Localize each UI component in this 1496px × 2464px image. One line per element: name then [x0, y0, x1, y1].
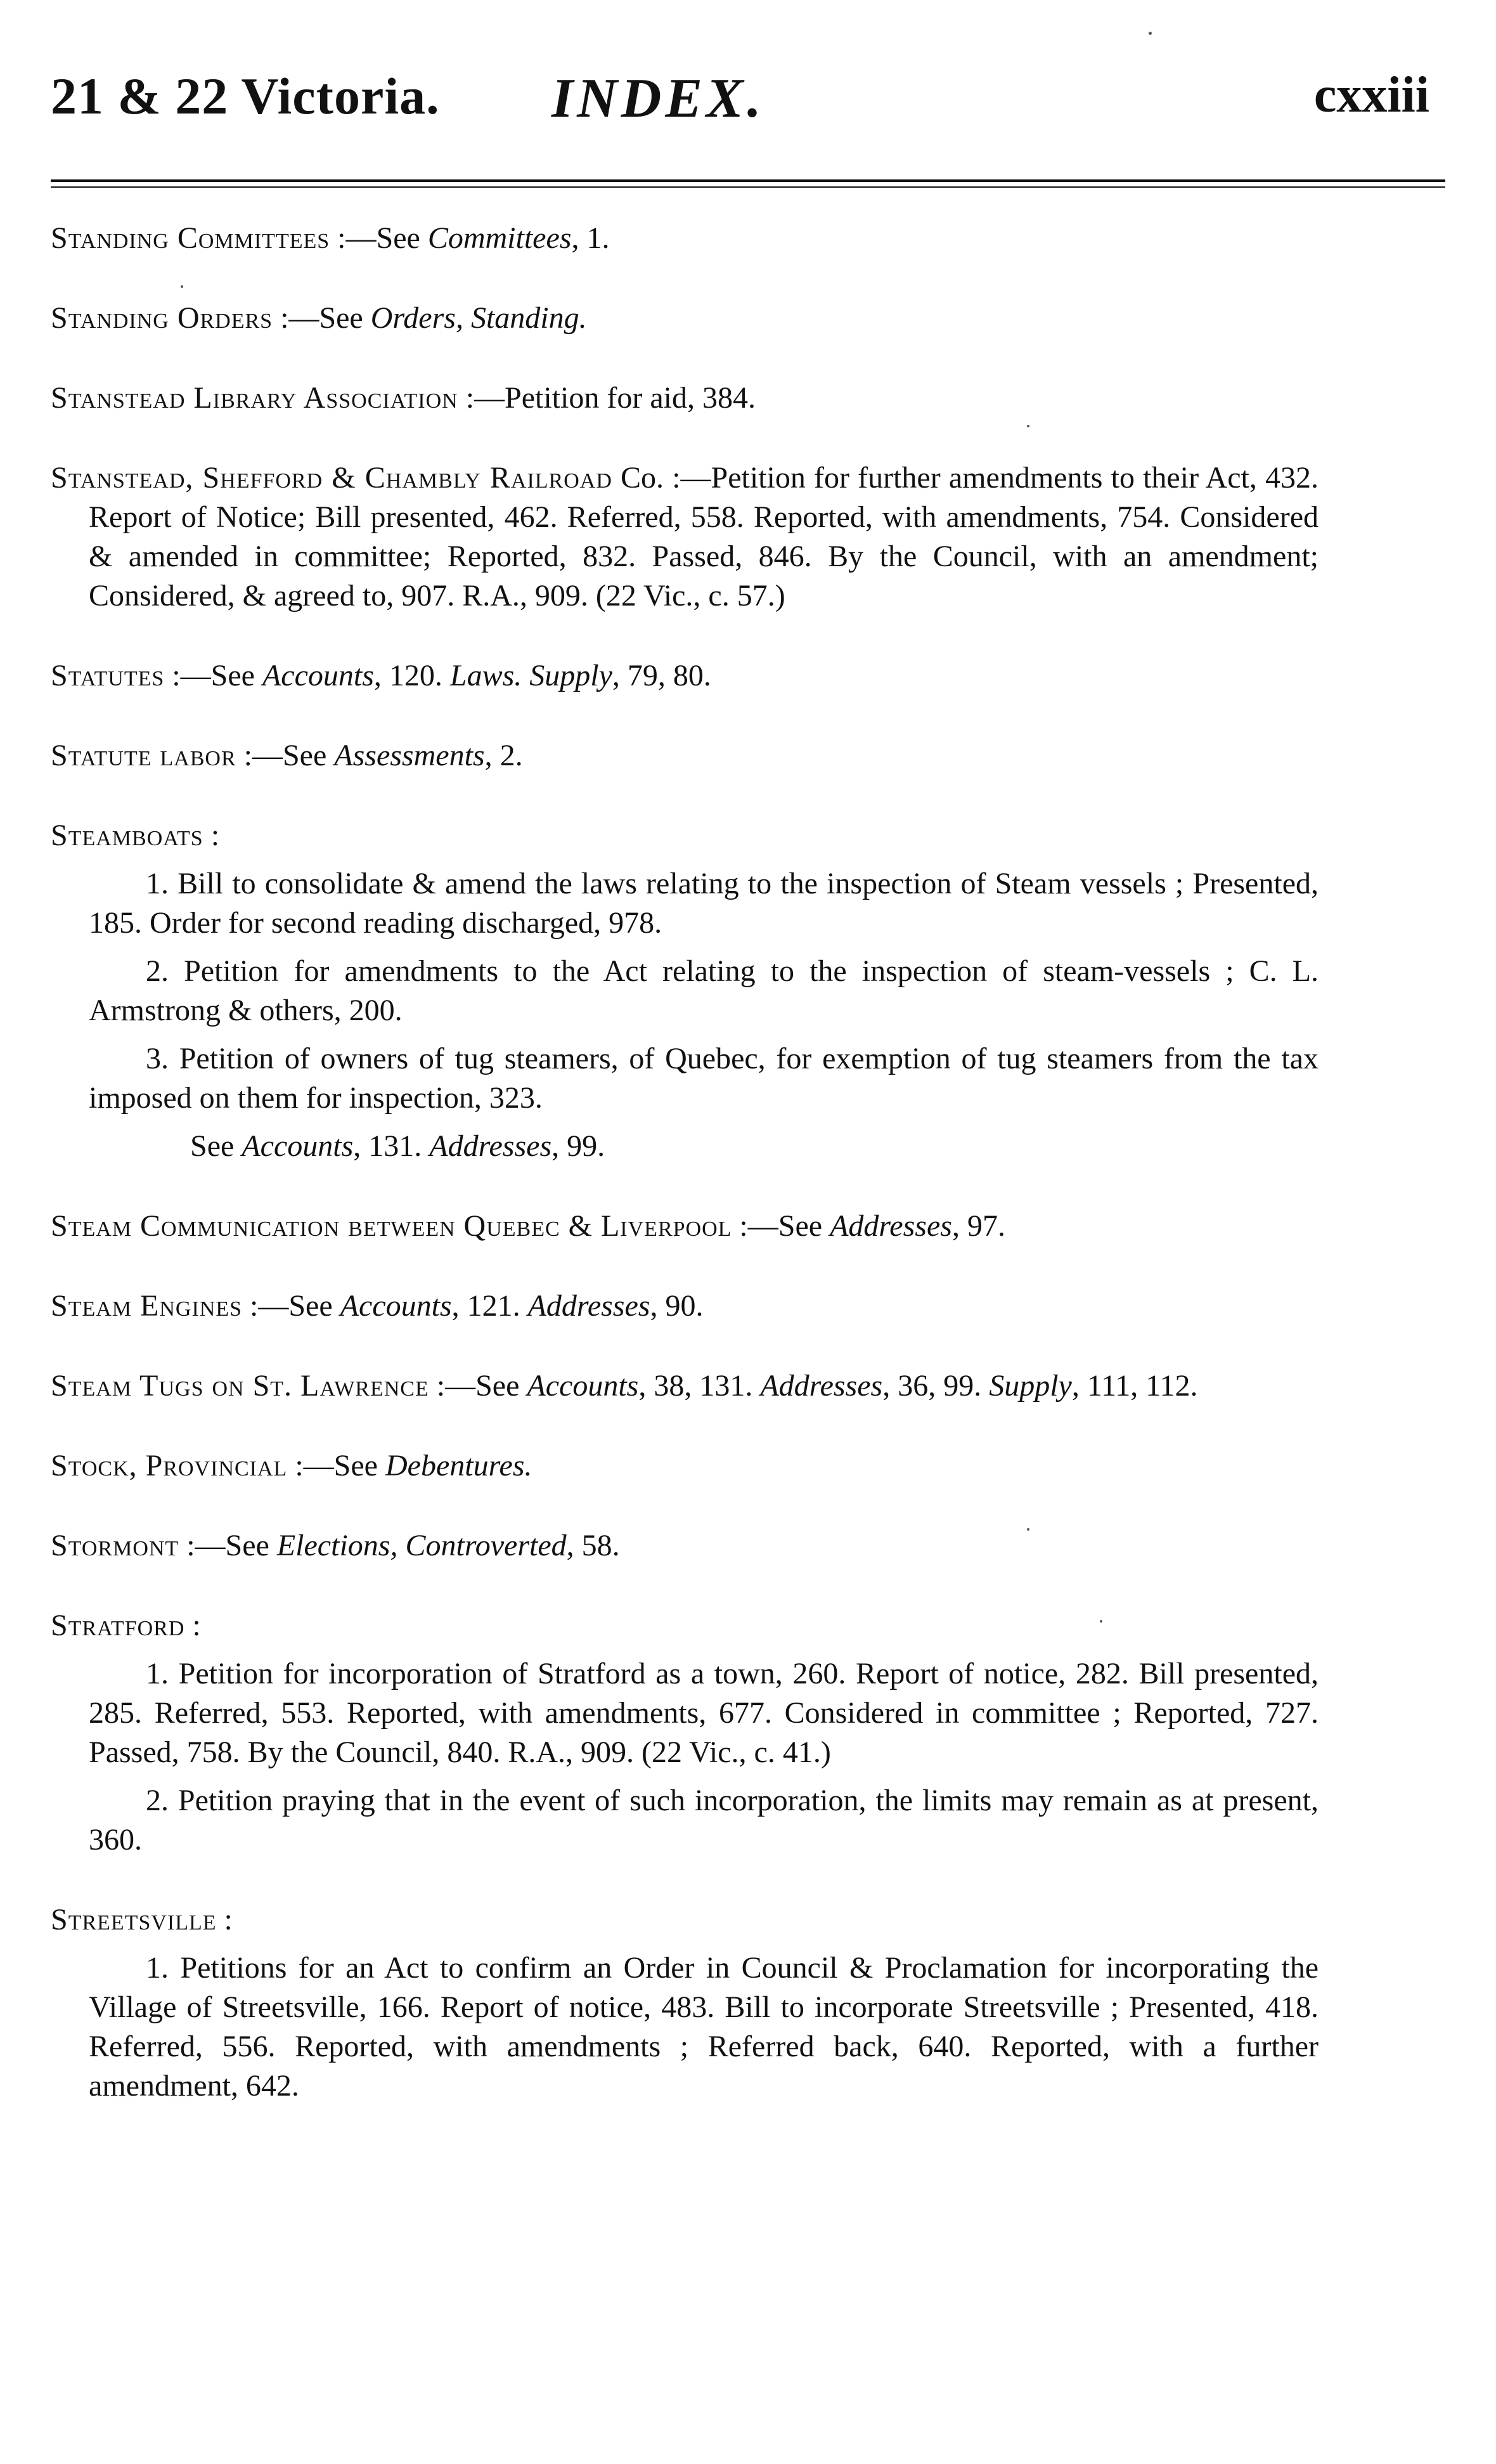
- cross-reference: Accounts: [340, 1289, 452, 1323]
- entry-heading: Streetsville: [51, 1903, 217, 1936]
- entry-text: , 97.: [951, 1209, 1005, 1243]
- sub-entry: 2. Petition for amendments to the Act relating to the inspection of steam-vessels ; C. L. Armstrong & others, 200.: [89, 954, 1319, 1027]
- entry-text: :—See: [273, 301, 371, 335]
- entry-heading: Standing Committees: [51, 221, 330, 255]
- header-rule-thin: [51, 186, 1445, 188]
- sub-entry: 1. Petition for incorporation of Stratford as a town, 260. Report of notice, 282. Bill presented, 285. Referred, 553. Reported, with amendments, 677. Considered in committee ; Reported, 727. Passed, 758. By the Council, 840. R.A., 909. (22 Vic., c. 41.): [89, 1657, 1319, 1769]
- cross-reference: Debentures.: [385, 1449, 532, 1482]
- entry-text: , 58.: [566, 1529, 620, 1562]
- sub-entry: 2. Petition praying that in the event of such incorporation, the limits may remain as at present, 360.: [89, 1784, 1319, 1857]
- index-entry: [51, 1606, 1319, 1860]
- index-entry: [51, 379, 1319, 418]
- index-entry: [51, 1900, 1319, 2106]
- paper-speck: [1027, 425, 1029, 427]
- entry-heading: Stock, Provincial: [51, 1449, 288, 1482]
- cross-reference: Accounts: [262, 659, 374, 692]
- entry-text: , 120.: [373, 659, 450, 692]
- header-rule-thick: [51, 179, 1445, 182]
- cross-reference: Committees: [427, 221, 572, 255]
- entry-text: , 121.: [451, 1289, 528, 1323]
- entry-text: :: [203, 819, 220, 852]
- index-entry: [51, 1207, 1319, 1246]
- index-entry: [51, 299, 1319, 338]
- entry-text: :—See: [164, 659, 262, 692]
- page-header: [51, 67, 1429, 143]
- cross-reference: Assessments: [334, 739, 485, 772]
- index-entry: [51, 1446, 1319, 1486]
- entry-text: :—See: [242, 1289, 340, 1323]
- entry-heading: Steam Communication between Quebec & Liverpool: [51, 1209, 732, 1243]
- index-entry: [51, 736, 1319, 775]
- sub-entry: 1. Bill to consolidate & amend the laws relating to the inspection of Steam vessels ; Presented, 185. Order for second reading discharged, 978.: [89, 867, 1319, 940]
- entry-text: Co. :—Petition for further amendments to their Act, 432. Report of Notice; Bill presented, 462. Referred, 558. Reported, with amendments, 754. Considered & amended in committee; Reported, 832. Passed, 846. By the Council, with an amendment; Considered, & agreed to, 907. R.A., 909. (22 Vic., c. 57.): [89, 461, 1319, 613]
- cross-reference: Supply: [529, 659, 612, 692]
- sub-entry: 1. Petitions for an Act to confirm an Order in Council & Proclamation for incorporating the Village of Streetsville, 166. Report of notice, 483. Bill to incorporate Streetsville ; Presented, 418. Referred, 556. Reported, with amendments ; Referred back, 640. Reported, with a further amendment, 642.: [89, 1951, 1319, 2103]
- entry-text: , 131.: [353, 1129, 430, 1163]
- entry-heading: Standing Orders: [51, 301, 273, 335]
- cross-reference: Addresses: [429, 1129, 552, 1163]
- cross-reference: Addresses: [760, 1369, 883, 1403]
- cross-reference: Orders, Standing.: [370, 301, 587, 335]
- index-entry: [51, 656, 1319, 696]
- entry-text: , 99.: [551, 1129, 605, 1163]
- entry-heading: Steam Engines: [51, 1289, 242, 1323]
- entry-text: , 2.: [484, 739, 523, 772]
- entry-text: , 1.: [571, 221, 610, 255]
- entry-text: [522, 659, 529, 692]
- entry-heading: Steam Tugs on St. Lawrence: [51, 1369, 429, 1403]
- entry-heading: Steamboats: [51, 819, 203, 852]
- paper-speck: [181, 285, 183, 288]
- entry-text: , 38, 131.: [638, 1369, 761, 1403]
- paper-speck: [1027, 1528, 1029, 1531]
- entry-heading: Stratford: [51, 1609, 185, 1642]
- cross-reference: Accounts: [242, 1129, 354, 1163]
- sub-entry: 3. Petition of owners of tug steamers, of Quebec, for exemption of tug steamers from the tax imposed on them for inspection, 323.: [89, 1042, 1319, 1115]
- cross-reference: Supply: [989, 1369, 1072, 1403]
- index-entry: [51, 1287, 1319, 1326]
- entry-text: , 79, 80.: [612, 659, 711, 692]
- index-entry: [51, 219, 1319, 258]
- see-also-line: [51, 1127, 1319, 1166]
- entry-text: , 111, 112.: [1071, 1369, 1198, 1403]
- index-entry: [51, 458, 1319, 616]
- entry-text: :—See: [287, 1449, 385, 1482]
- cross-reference: Elections, Controverted: [276, 1529, 567, 1562]
- entry-heading: Stormont: [51, 1529, 179, 1562]
- page-number: cxxiii: [1313, 67, 1429, 123]
- index-entries: [51, 219, 1319, 2146]
- entry-text: :—Petition for aid, 384.: [458, 381, 756, 415]
- entry-text: :: [184, 1609, 201, 1642]
- entry-heading: Stanstead Library Association: [51, 381, 458, 415]
- running-head-title: INDEX.: [551, 68, 765, 129]
- entry-text: , 90.: [650, 1289, 704, 1323]
- entry-text: :—See: [429, 1369, 527, 1403]
- entry-heading: Statutes: [51, 659, 165, 692]
- entry-text: :: [216, 1903, 233, 1936]
- index-entry: [51, 816, 1319, 1166]
- entry-text: :—See: [236, 739, 335, 772]
- index-entry: [51, 1366, 1319, 1406]
- cross-reference: Addresses: [830, 1209, 952, 1243]
- entry-text: :—See: [330, 221, 428, 255]
- entry-text: See: [190, 1129, 242, 1163]
- entry-heading: Statute labor: [51, 739, 236, 772]
- index-entry: [51, 1526, 1319, 1566]
- entry-text: :—See: [179, 1529, 277, 1562]
- entry-heading: Stanstead, Shefford & Chambly Railroad: [51, 461, 612, 495]
- paper-speck: [1149, 32, 1152, 35]
- cross-reference: Addresses: [527, 1289, 650, 1323]
- running-head-volume: 21 & 22 Victoria.: [51, 67, 440, 125]
- entry-text: :—See: [732, 1209, 830, 1243]
- cross-reference: Laws.: [449, 659, 522, 692]
- cross-reference: Accounts: [527, 1369, 639, 1403]
- entry-text: , 36, 99.: [882, 1369, 990, 1403]
- paper-speck: [1100, 1620, 1102, 1623]
